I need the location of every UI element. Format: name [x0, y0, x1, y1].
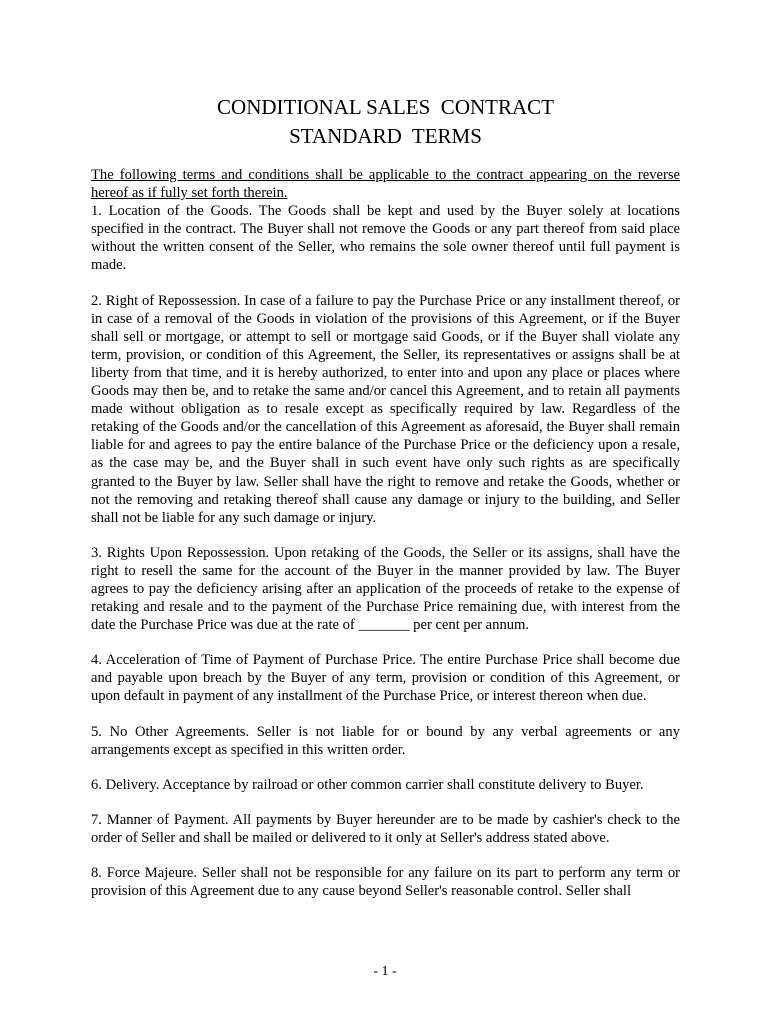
title-line-2: STANDARD TERMS: [289, 124, 482, 148]
section-5-no-other-agreements: 5. No Other Agreements. Seller is not liable for or bound by any verbal agreements or any arrangements except as specified in this written order.: [91, 723, 680, 758]
title-line-1: CONDITIONAL SALES CONTRACT: [217, 95, 554, 119]
section-1-location-of-goods: 1. Location of the Goods. The Goods shall be kept and used by the Buyer solely at locations specified in the contract. The Buyer shall not remove the Goods or any part thereof from said place without the written consent of the Seller, who remains the sole owner thereof until full payment is made.: [91, 203, 680, 274]
section-4-acceleration: 4. Acceleration of Time of Payment of Purchase Price. The entire Purchase Price shall become due and payable upon breach by the Buyer of any term, provision or condition of this Agreement, or upon default in payment of any installment of the Purchase Price, or interest thereon when due.: [91, 652, 680, 705]
document-page: [91, 93, 680, 900]
intro-paragraph: The following terms and conditions shall be applicable to the contract appearing on the reverse hereof as if fully set forth therein.: [91, 167, 680, 202]
page-number: - 1 -: [373, 964, 397, 979]
section-8-force-majeure: 8. Force Majeure. Seller shall not be responsible for any failure on its part to perform any term or provision of this Agreement due to any cause beyond Seller's reasonable control. Seller shall: [91, 865, 680, 900]
document-title: [91, 93, 680, 151]
section-6-delivery: 6. Delivery. Acceptance by railroad or other common carrier shall constitute delivery to Buyer.: [91, 776, 644, 793]
section-3-rights-upon-repossession: 3. Rights Upon Repossession. Upon retaking of the Goods, the Seller or its assigns, shall have the right to resell the same for the account of the Buyer in the manner provided by law. The Buyer agrees to pay the deficiency arising after an application of the proceeds of retake to the expense of retaking and resale and to the payment of the Purchase Price remaining due, with interest from the date the Purchase Price was due at the rate of _______ per cent per annum.: [91, 544, 680, 634]
section-7-manner-of-payment: 7. Manner of Payment. All payments by Buyer hereunder are to be made by cashier's check to the order of Seller and shall be mailed or delivered to it only at Seller's address stated above.: [91, 811, 680, 846]
section-2-right-of-repossession: 2. Right of Repossession. In case of a failure to pay the Purchase Price or any installment thereof, or in case of a removal of the Goods in violation of the provisions of this Agreement, or if the Buyer shall sell or mortgage, or attempt to sell or mortgage said Goods, or if the Buyer shall violate any term, provision, or condition of this Agreement, the Seller, its representatives or assigns shall be at liberty from that time, and it is hereby authorized, to enter into and upon any place or places where Goods may then be, and to retake the same and/or cancel this Agreement, and to retain all payments made without obligation as to resale except as specifically required by law. Regardless of the retaking of the Goods and/or the cancellation of this Agreement as aforesaid, the Buyer shall remain liable for and agrees to pay the entire balance of the Purchase Price or the deficiency upon a resale, as the case may be, and the Buyer shall in such event have only such rights as are specifically granted to the Buyer by law. Seller shall have the right to remove and retake the Goods, whether or not the removing and retaking thereof shall cause any damage or injury to the building, and Seller shall not be liable for any such damage or injury.: [91, 292, 680, 526]
